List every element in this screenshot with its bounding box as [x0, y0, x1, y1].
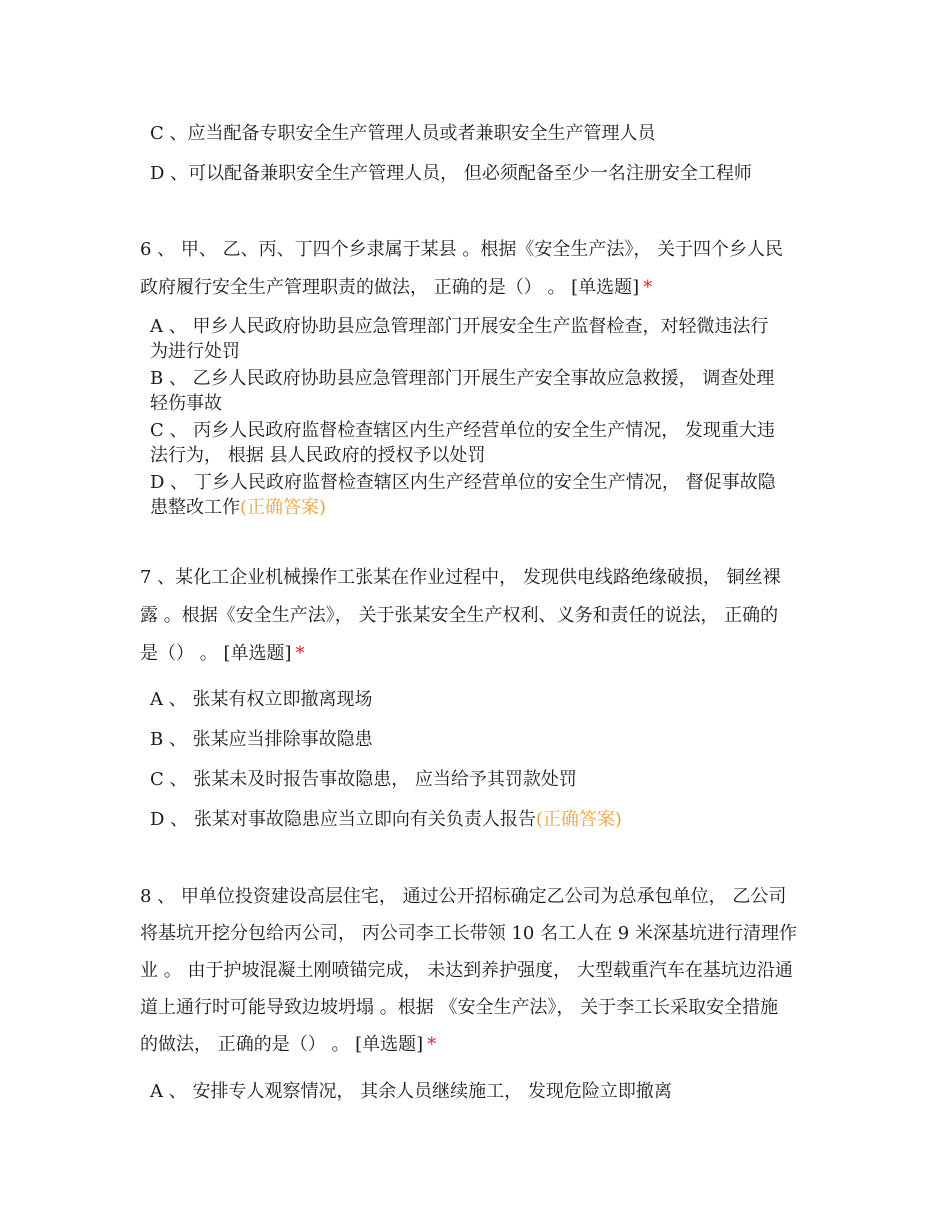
option-text: D 、可以配备兼职安全生产管理人员， 但必须配备至少一名注册安全工程师 [150, 163, 752, 184]
q8-stem-line-1: 8 、 甲单位投资建设高层住宅， 通过公开招标确定乙公司为总承包单位， 乙公司 [140, 886, 787, 907]
q6-option-a[interactable]: A 、 甲乡人民政府协助县应急管理部门开展安全生产监督检查，对轻微违法行 [150, 316, 769, 337]
q8-option-a[interactable]: A 、 安排专人观察情况， 其余人员继续施工， 发现危险立即撤离 [150, 1081, 672, 1102]
q6-option-b[interactable]: B 、 乙乡人民政府协助县应急管理部门开展生产安全事故应急救援， 调查处理 [150, 368, 775, 389]
q8-stem-line-3: 业 。 由于护坡混凝土刚喷锚完成， 未达到养护强度， 大型载重汽车在基坑边沿通 [140, 960, 793, 981]
q7-option-d[interactable]: D 、 张某对事故隐患应当立即向有关负责人报告(正确答案) [150, 809, 622, 830]
q7-option-c[interactable]: C 、 张某未及时报告事故隐患， 应当给予其罚款处罚 [150, 769, 577, 790]
q5-option-d[interactable] [150, 162, 752, 186]
q6-option-a-cont[interactable]: 为进行处罚 [150, 341, 240, 362]
q7-option-a[interactable]: A 、 张某有权立即撤离现场 [150, 689, 373, 710]
q8-stem-line-4: 道上通行时可能导致边坡坍塌 。根据 《安全生产法》， 关于李工长采取安全措施 [140, 997, 779, 1018]
correct-answer-tag: (正确答案) [240, 497, 327, 518]
required-mark: * [643, 277, 653, 298]
q7-stem-line-1: 7 、某化工企业机械操作工张某在作业过程中， 发现供电线路绝缘破损， 铜丝裸 [140, 567, 781, 588]
required-mark: * [427, 1034, 437, 1055]
q6-option-b-cont[interactable]: 轻伤事故 [150, 393, 222, 414]
q8-stem-line-2: 将基坑开挖分包给丙公司， 丙公司李工长带领 10 名工人在 9 米深基坑进行清理作 [140, 923, 797, 944]
q6-option-d-cont[interactable]: 患整改工作(正确答案) [150, 497, 327, 518]
option-text: C 、应当配备专职安全生产管理人员或者兼职安全生产管理人员 [150, 123, 656, 144]
q6-option-d[interactable]: D 、 丁乡人民政府监督检查辖区内生产经营单位的安全生产情况， 督促事故隐 [150, 472, 776, 493]
required-mark: * [295, 643, 305, 664]
correct-answer-tag: (正确答案) [535, 809, 622, 830]
q6-option-c-cont[interactable]: 法行为， 根据 县人民政府的授权予以处罚 [150, 445, 486, 466]
q7-stem-line-2: 露 。根据《安全生产法》， 关于张某安全生产权利、义务和责任的说法， 正确的 [140, 605, 779, 626]
q6-option-c[interactable]: C 、 丙乡人民政府监督检查辖区内生产经营单位的安全生产情况， 发现重大违 [150, 420, 775, 441]
q7-stem-line-3: 是（） 。 [单选题] * [140, 643, 305, 664]
q7-option-b[interactable]: B 、 张某应当排除事故隐患 [150, 729, 373, 750]
q5-option-c[interactable] [150, 122, 656, 146]
q6-stem-line-2: 政府履行安全生产管理职责的做法， 正确的是（） 。 [单选题] * [140, 277, 653, 298]
q6-stem-line-1: 6 、 甲、 乙、丙、丁四个乡隶属于某县 。根据《安全生产法》， 关于四个乡人民 [140, 239, 784, 260]
q8-stem-line-5: 的做法， 正确的是（） 。 [单选题] * [140, 1034, 437, 1055]
